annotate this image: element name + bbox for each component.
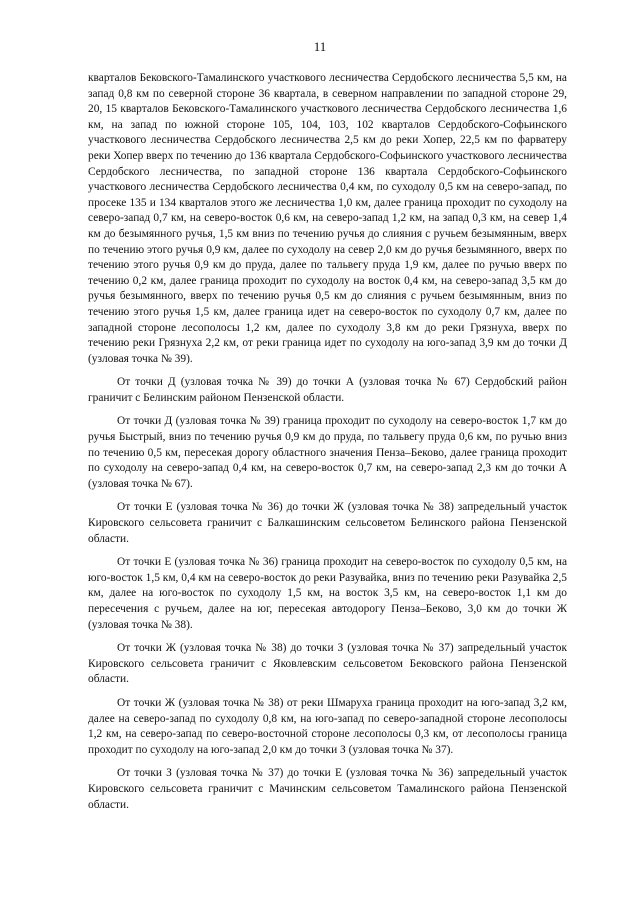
paragraph-point-d-route: От точки Д (узловая точка № 39) граница проходит по суходолу на северо-восток 1,7 км до ручья Быстрый, вниз по течению ручья 0,9 км до пруда, по тальвегу пруда 0,6 км, по ручью вниз по течению 0,5 км, пересекая дорогу областного значения Пенза–Беково, далее граница проходит по суходолу на северо-запад 0,4 км, на северо-восток 0,7 км, на северо-запад 2,3 км до точки А (узловая точка № 67).	[88, 415, 567, 490]
document-body	[88, 71, 567, 821]
paragraph-point-zh-to-z: От точки Ж (узловая точка № 38) до точки З (узловая точка № 37) запредельный участок Кировского сельсовета граничит с Яковлевским сельсоветом Бековского района Пензенской области.	[88, 642, 567, 686]
paragraph-point-e-to-zh: От точки Е (узловая точка № 36) до точки Ж (узловая точка № 38) запредельный участок Кировского сельсовета граничит с Балкашинским сельсоветом Белинского района Пензенской области.	[88, 501, 567, 545]
paragraph-point-z-to-e: От точки З (узловая точка № 37) до точки Е (узловая точка № 36) запредельный участок Кировского сельсовета граничит с Мачинским сельсоветом Тамалинского района Пензенской области.	[88, 767, 567, 811]
paragraph-point-e-route: От точки Е (узловая точка № 36) граница проходит на северо-восток по суходолу 0,5 км, на юго-восток 1,5 км, 0,4 км на северо-восток до реки Разувайка, вниз по течению реки Разувайка 2,5 км, далее на юго-восток по суходолу 1,5 км, на восток 3,5 км, на северо-восток 1,1 км до пересечения с ручьем, далее на юг, пересекая автодорогу Пенза–Беково, 3,0 км до точки Ж (узловая точка № 38).	[88, 556, 567, 631]
paragraph-point-d-to-a: От точки Д (узловая точка № 39) до точки А (узловая точка № 67) Сердобский район граничит с Белинским районом Пензенской области.	[88, 376, 567, 404]
paragraph-boundary-continuation: кварталов Бековского-Тамалинского участкового лесничества Сердобского лесничества 5,5 км, на запад 0,8 км по северной стороне 36 квартала, в северном направлении по западной стороне 29, 20, 15 кварталов Бековского-Тамалинского участкового лесничества Сердобского лесничества 1,6 км, на запад по южной стороне 105, 104, 103, 102 кварталов Сердобского-Софьинского участкового лесничества Сердобского лесничества 2,5 км до реки Хопер, 22,5 км по фарватеру реки Хопер вверх по течению до 136 квартала Сердобского-Софьинского участкового лесничества Сердобского лесничества, по западной стороне 136 квартала Сердобского-Софьинского участкового лесничества Сердобского лесничества 0,4 км, по суходолу 0,5 км на северо-запад, по просеке 135 и 134 кварталов этого же лесничества 1,0 км, далее граница проходит по суходолу на северо-запад 0,7 км, на северо-восток 0,6 км, на северо-запад 1,2 км, на запад 0,3 км, на север 1,4 км до безымянного ручья, 1,5 км вниз по течению ручья до слияния с ручьем безымянным, вверх по течению этого ручья 0,9 км, далее по суходолу на север 2,0 км до ручья безымянного, вверх по течению этого ручья 0,9 км до пруда, далее по тальвегу пруда 1,9 км, далее по ручью вверх по течению 0,2 км, далее граница проходит по суходолу на восток 0,4 км, на северо-запад 3,5 км до ручья безымянного, вверх по течению ручья 0,5 км до слияния с ручьем безымянным, вниз по течению этого ручья 1,5 км, далее граница идет на северо-восток по суходолу 0,7 км, далее по западной стороне лесополосы 1,2 км, далее по суходолу 3,8 км до реки Грязнуха, вверх по течению реки Грязнуха 2,2 км, от реки граница идет по суходолу на юго-запад 3,9 км до точки Д (узловая точка № 39).	[88, 72, 567, 365]
page-number: 11	[313, 39, 327, 54]
paragraph-point-zh-route: От точки Ж (узловая точка № 38) от реки Шмаруха граница проходит на юго-запад 3,2 км, далее на северо-запад по суходолу 0,8 км, на юго-запад по северо-западной стороне лесополосы 1,2 км, на северо-запад по северо-восточной стороне лесополосы 0,3 км, от лесополосы граница проходит по суходолу на юго-запад 2,0 км до точки З (узловая точка № 37).	[88, 696, 567, 756]
